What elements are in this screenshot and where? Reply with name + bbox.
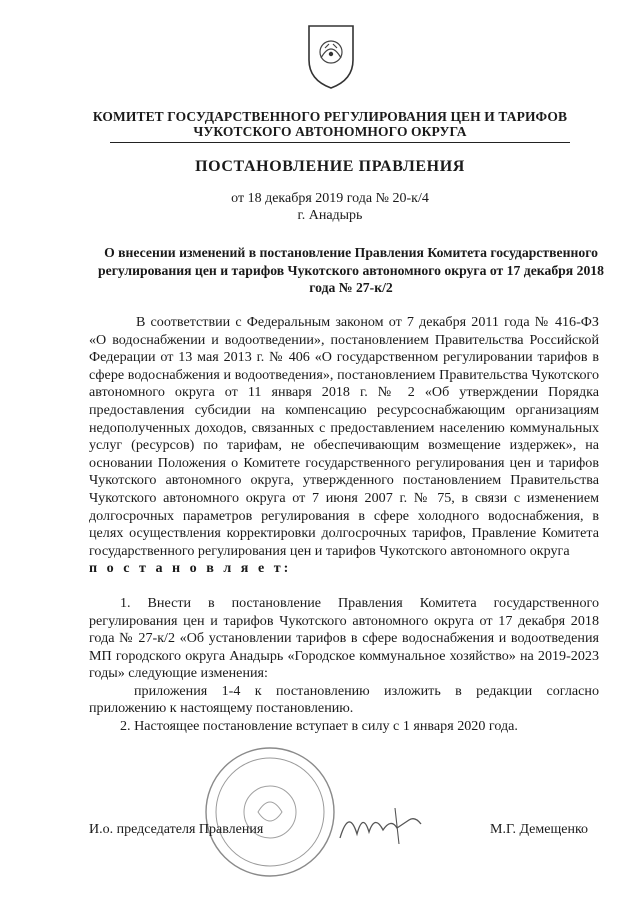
item-1-paragraph: 1. Внести в постановление Правления Комитета государственного регулирования цен и тарифов Чукотского автономного округа от 17 декабря 2018 года № 27-к/2 «Об установлении тарифов в сфере водоснабжения и водоотведения МП городского округа Анадырь «Городское коммунальное хозяйство» на 2019-2023 годы» следующие изменения: <box>89 594 599 682</box>
document-date: от 18 декабря 2019 года № 20-к/4 <box>231 191 429 206</box>
signatory-name: М.Г. Демещенко <box>490 822 589 837</box>
document-body <box>89 314 599 736</box>
round-seal-stamp-icon <box>200 742 340 882</box>
handwritten-signature-icon <box>335 800 425 850</box>
organization-name-line1: КОМИТЕТ ГОСУДАРСТВЕННОГО РЕГУЛИРОВАНИЯ ЦЕН И ТАРИФОВ <box>92 109 568 124</box>
item-1-subparagraph: приложения 1-4 к постановлению изложить в редакции согласно приложению к настоящему постановлению. <box>89 682 599 717</box>
item-2-paragraph: 2. Настоящее постановление вступает в силу с 1 января 2020 года. <box>120 718 518 735</box>
header-divider <box>110 142 570 143</box>
preamble-paragraph: В соответствии с Федеральным законом от 7 декабря 2011 года № 416-ФЗ «О водоснабжении и водоотведении», постановлением Правительства Российской Федерации от 13 мая 2013 г. № 406 «О государственном регулировании тарифов в сфере водоснабжения и водоотведения», постановлением Правительства Чукотского автономного округа от 11 января 2018 г. № 2 «Об утверждении Порядка предоставления субсидии на компенсацию ресурсоснабжающим организациям недополученных доходов, связанных с предоставлением населению коммунальных услуг (ресурсов) по тарифам, не обеспечивающим возмещение издержек», на основании Положения о Комитете государственного регулирования цен и тарифов Чукотского автономного округа, утвержденного постановлением Правительства Чукотского автономного округа от 7 июня 2007 г. № 75, в связи с изменением долгосрочных параметров регулирования в сфере холодного водоснабжения, в целях осуществления корректировки долгосрочных тарифов, Правление Комитета государственного регулирования цен и тарифов Чукотского автономного округа <box>89 314 599 559</box>
document-subject: О внесении изменений в постановление Правления Комитета государственного регулирования цен и тарифов Чукотского автономного округа от 17 декабря 2018 года № 27-к/2 <box>98 245 604 295</box>
organization-name-line2: ЧУКОТСКОГО АВТОНОМНОГО ОКРУГА <box>193 124 467 139</box>
coat-of-arms-icon <box>299 18 363 92</box>
decree-word: п о с т а н о в л я е т: <box>89 560 292 577</box>
document-title: ПОСТАНОВЛЕНИЕ ПРАВЛЕНИЯ <box>195 158 465 175</box>
document-city: г. Анадырь <box>297 208 363 223</box>
signatory-position: И.о. председателя Правления <box>89 822 264 837</box>
